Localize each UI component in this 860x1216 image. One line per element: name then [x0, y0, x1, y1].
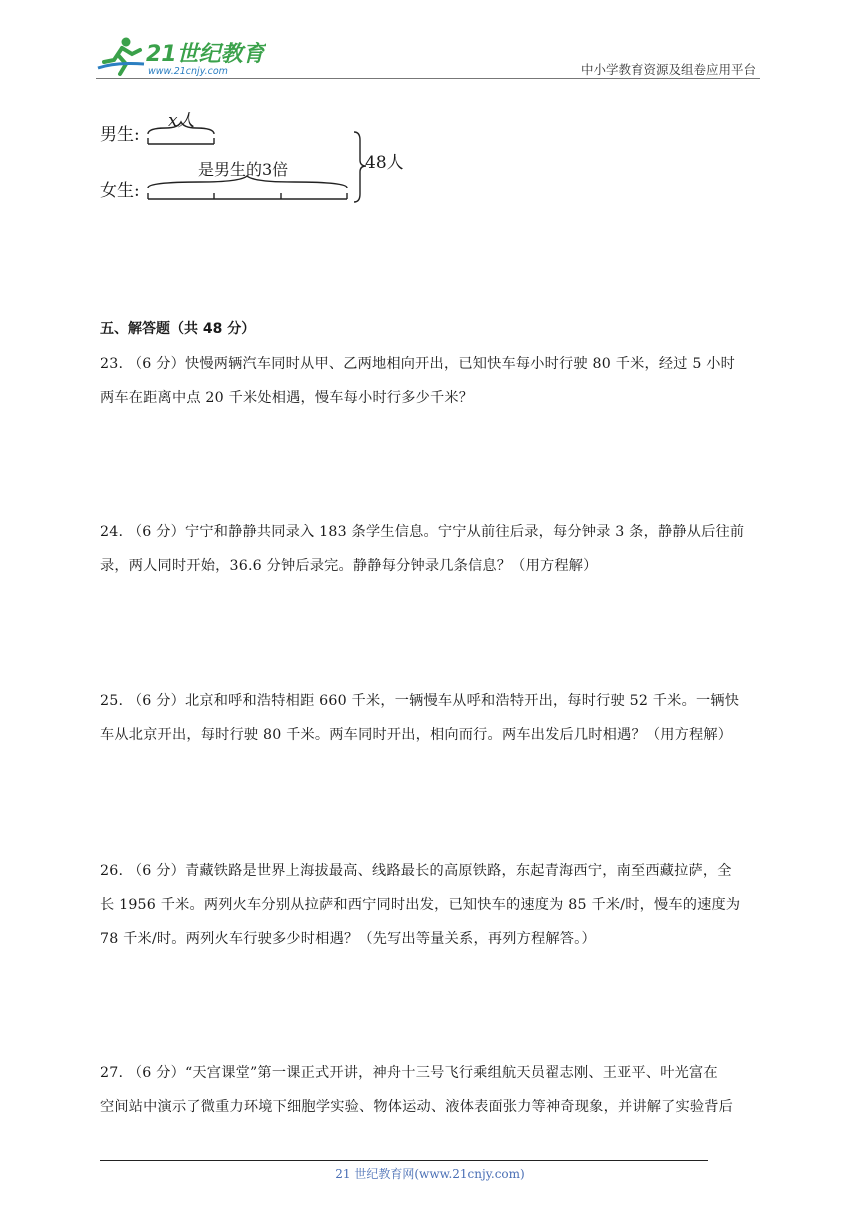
- footer-divider: [100, 1160, 708, 1161]
- footer-text: 21 世纪教育网(www.21cnjy.com): [335, 1167, 525, 1181]
- question-line: 两车在距离中点 20 千米处相遇，慢车每小时行多少千米？: [100, 390, 474, 406]
- question-26: [100, 854, 762, 956]
- boy-label: 男生:: [100, 125, 140, 145]
- question-line: 车从北京开出，每时行驶 80 千米。两车同时开出，相向而行。两车出发后几时相遇？（用方程解）: [100, 727, 733, 743]
- section-title: 五、解答题（共 48 分）: [100, 321, 256, 337]
- question-25: [100, 684, 762, 752]
- girl-note: 是男生的3倍: [198, 160, 289, 179]
- total-label: 48人: [365, 153, 404, 173]
- question-line: 25. （6 分）北京和呼和浩特相距 660 千米，一辆慢车从呼和浩特开出，每时行驶 52 千米。一辆快: [100, 693, 740, 709]
- header-platform-text: 中小学教育资源及组卷应用平台: [580, 62, 756, 77]
- header-divider: [96, 78, 760, 79]
- runner-logo-icon: [98, 38, 144, 75]
- question-23: [100, 347, 762, 415]
- question-27: [100, 1056, 762, 1124]
- question-line: 空间站中演示了微重力环境下细胞学实验、物体运动、液体表面张力等神奇现象，并讲解了实验背后: [100, 1099, 734, 1115]
- question-line: 26. （6 分）青藏铁路是世界上海拔最高、线路最长的高原铁路，东起青海西宁，南至西藏拉萨，全: [100, 863, 732, 879]
- question-line: 78 千米/时。两列火车行驶多少时相遇？（先写出等量关系，再列方程解答。）: [100, 931, 596, 947]
- question-line: 长 1956 千米。两列火车分别从拉萨和西宁同时出发，已知快车的速度为 85 千米/时，慢车的速度为: [100, 897, 741, 913]
- site-logo: [96, 34, 266, 78]
- question-line: 24. （6 分）宁宁和静静共同录入 183 条学生信息。宁宁从前往后录，每分钟录 3 条，静静从后往前: [100, 524, 745, 540]
- logo-main-text: 21世纪教育: [146, 42, 265, 67]
- question-line: 27. （6 分）“天宫课堂”第一课正式开讲，神舟十三号飞行乘组航天员翟志刚、王亚平、叶光富在: [100, 1065, 718, 1081]
- boy-quantity: x人: [168, 111, 195, 131]
- question-line: 录，两人同时开始，36.6 分钟后录完。静静每分钟录几条信息？（用方程解）: [100, 558, 598, 574]
- question-24: [100, 515, 762, 583]
- question-line: 23. （6 分）快慢两辆汽车同时从甲、乙两地相向开出，已知快车每小时行驶 80 千米，经过 5 小时: [100, 356, 736, 372]
- girl-label: 女生:: [100, 181, 140, 201]
- line-segment-diagram: [100, 100, 420, 210]
- logo-url-text: www.21cnjy.com: [148, 66, 228, 77]
- girl-segment: [148, 176, 347, 199]
